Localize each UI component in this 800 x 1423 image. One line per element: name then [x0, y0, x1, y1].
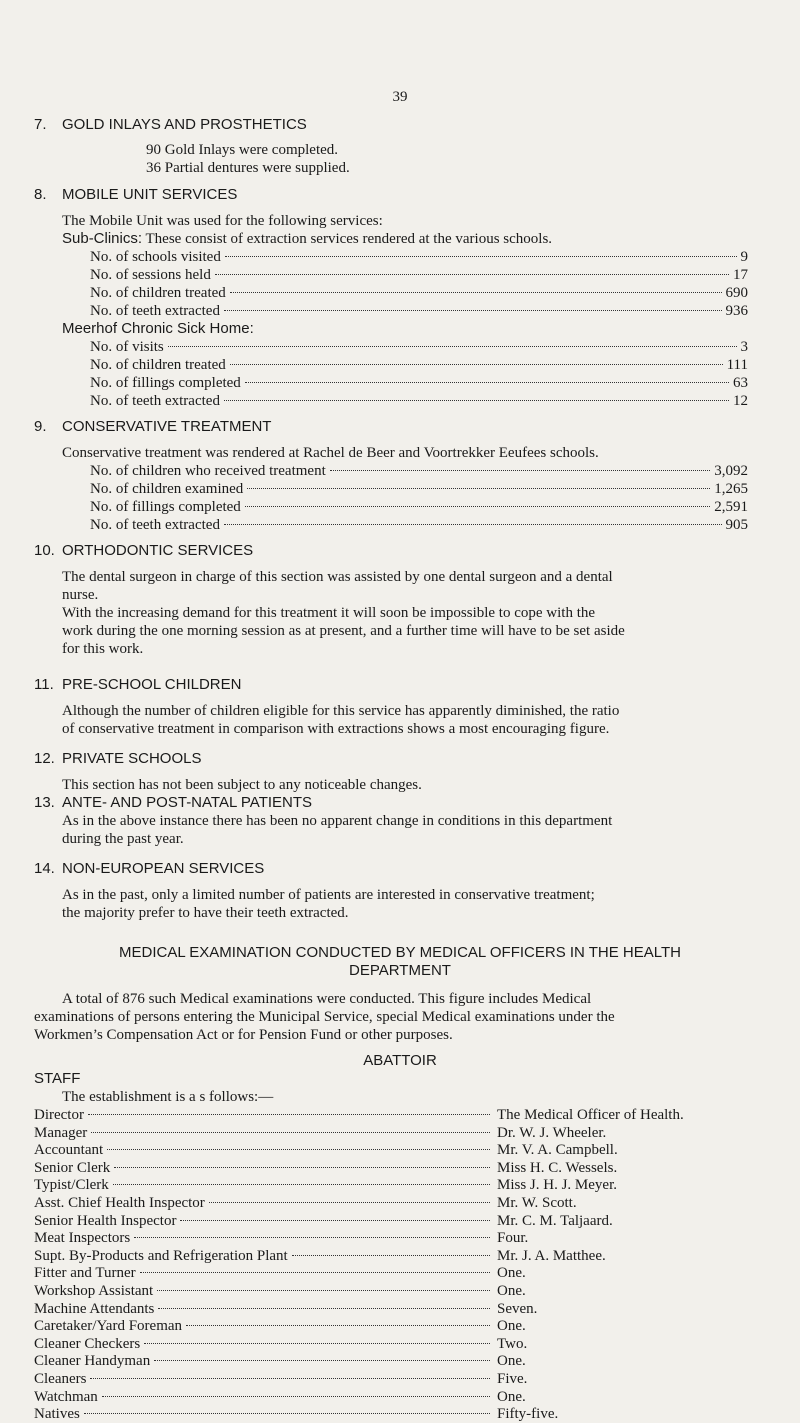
staff-position: Senior Clerk [34, 1159, 111, 1176]
staff-position: Supt. By-Products and Refrigeration Plant [34, 1247, 288, 1264]
staff-position: Director [34, 1107, 84, 1123]
dot-leader [245, 382, 729, 383]
conservative-stat-row [90, 516, 748, 534]
section-9-heading [34, 418, 271, 436]
dot-leader [180, 1220, 490, 1221]
conservative-stat-row-label: No. of children who received treatment [90, 463, 326, 479]
staff-holder: One. [497, 1283, 526, 1299]
staff-intro: The establishment is a s follows:— [62, 1089, 274, 1105]
meerhof-stat-row-label: No. of fillings completed [90, 375, 241, 391]
dot-leader [330, 470, 711, 471]
section-title: MOBILE UNIT SERVICES [62, 186, 238, 203]
dot-leader [292, 1255, 490, 1256]
meerhof-stat-row-value: 12 [733, 393, 748, 409]
dot-leader [224, 400, 729, 401]
staff-row [34, 1194, 494, 1212]
section-title: ORTHODONTIC SERVICES [62, 542, 254, 559]
section-number: 11. [34, 676, 54, 693]
dot-leader [230, 292, 722, 293]
staff-holder: Seven. [497, 1300, 538, 1317]
subclinic-stat-row-label: No. of children treated [90, 285, 226, 301]
staff-row [34, 1282, 494, 1300]
antenatal-p1b: during the past year. [62, 831, 184, 847]
section-title: ANTE- AND POST-NATAL PATIENTS [62, 794, 313, 811]
section-7-heading [34, 116, 307, 134]
dot-leader [107, 1149, 490, 1150]
dot-leader [215, 274, 729, 275]
staff-holder: Fifty-five. [497, 1406, 559, 1423]
staff-row [34, 1352, 494, 1370]
staff-holder: Miss H. C. Wessels. [497, 1159, 618, 1176]
section-number: 14. [34, 860, 55, 877]
section-number: 7. [34, 116, 47, 133]
staff-holder: Two. [497, 1335, 528, 1352]
subclinic-stat-row-label: No. of schools visited [90, 249, 221, 265]
dot-leader [224, 524, 722, 525]
noneuropean-p1a: As in the past, only a limited number of patients are interested in conservative treatment; [62, 887, 595, 903]
abattoir-heading: ABATTOIR [363, 1052, 437, 1069]
dot-leader [209, 1202, 490, 1203]
staff-row [34, 1106, 494, 1124]
section-number: 13. [34, 794, 55, 811]
dot-leader [144, 1343, 490, 1344]
meerhof-stat-row [90, 338, 748, 356]
staff-position: Watchman [34, 1388, 98, 1405]
section-title: CONSERVATIVE TREATMENT [62, 418, 272, 435]
staff-row [34, 1229, 494, 1247]
dot-leader [225, 256, 737, 257]
meerhof-stat-row [90, 392, 748, 410]
subclinic-stat-row-value: 17 [733, 267, 748, 283]
section-8-heading [34, 186, 237, 204]
staff-position: Manager [34, 1124, 88, 1141]
meerhof-stat-row-label: No. of visits [90, 339, 164, 355]
dot-leader [84, 1413, 490, 1414]
dot-leader [140, 1272, 490, 1273]
orthodontic-p2c: for this work. [62, 641, 144, 657]
subclinic-stat-row-value: 936 [725, 303, 748, 319]
staff-position: Machine Attendants [34, 1300, 155, 1317]
staff-row [34, 1141, 494, 1159]
staff-row [34, 1388, 494, 1406]
section-10-heading [34, 542, 253, 560]
conservative-stat-row-label: No. of teeth extracted [90, 517, 220, 533]
conservative-stat-row-value: 2,591 [714, 499, 748, 515]
section-11-heading [34, 676, 241, 694]
medical-p1c: Workmen’s Compensation Act or for Pension Fund or other purposes. [34, 1027, 453, 1043]
orthodontic-p2b: work during the one morning session as at present, and a further time will have to be set aside [62, 623, 625, 639]
subclinic-stat-row-label: No. of sessions held [90, 267, 211, 283]
staff-row [34, 1335, 494, 1353]
staff-position: Natives [34, 1406, 80, 1423]
private-schools-p1: This section has not been subject to any noticeable changes. [62, 777, 422, 793]
subclinic-stat-row-value: 9 [740, 249, 748, 265]
staff-holder: Four. [497, 1230, 529, 1247]
meerhof-stat-row-label: No. of teeth extracted [90, 393, 220, 409]
subclinic-stat-row [90, 248, 748, 266]
staff-position: Cleaner Handyman [34, 1353, 151, 1370]
conservative-stat-row-value: 1,265 [714, 481, 748, 497]
gold-inlays-line: 90 Gold Inlays were completed. [146, 142, 339, 158]
conservative-stat-row-label: No. of fillings completed [90, 499, 241, 515]
medical-heading-line2: DEPARTMENT [349, 962, 451, 979]
section-number: 9. [34, 418, 47, 435]
staff-holder: Mr. W. Scott. [497, 1195, 577, 1211]
page-number: 39 [392, 89, 408, 105]
meerhof-stat-row-label: No. of children treated [90, 357, 226, 373]
staff-position: Accountant [34, 1142, 104, 1159]
subclinics-text: These consist of extraction services rendered at the various schools. [142, 231, 553, 247]
meerhof-stat-row [90, 356, 748, 374]
conservative-stat-row-value: 905 [725, 517, 748, 533]
staff-row [34, 1159, 494, 1177]
dot-leader [102, 1396, 490, 1397]
section-14-heading [34, 860, 264, 878]
dot-leader [157, 1290, 490, 1291]
dot-leader [158, 1308, 490, 1309]
staff-position: Cleaner Checkers [34, 1335, 141, 1352]
staff-holder: Dr. W. J. Wheeler. [497, 1124, 607, 1141]
subclinic-stat-row [90, 284, 748, 302]
staff-position: Workshop Assistant [34, 1283, 154, 1299]
dot-leader [168, 346, 737, 347]
dot-leader [134, 1237, 490, 1238]
staff-row [34, 1317, 494, 1335]
staff-holder: The Medical Officer of Health. [497, 1107, 684, 1123]
medical-heading-line1: MEDICAL EXAMINATION CONDUCTED BY MEDICAL OFFICERS IN THE HEALTH [118, 944, 682, 961]
staff-row [34, 1370, 494, 1388]
meerhof-stat-row-value: 63 [733, 375, 748, 391]
section-13-heading [34, 794, 312, 812]
staff-holder: Five. [497, 1371, 528, 1387]
staff-row [34, 1300, 494, 1318]
meerhof-stat-row-value: 111 [726, 357, 748, 373]
staff-position: Typist/Clerk [34, 1177, 109, 1194]
dot-leader [91, 1132, 490, 1133]
staff-position: Caretaker/Yard Foreman [34, 1318, 183, 1335]
staff-position: Asst. Chief Health Inspector [34, 1195, 205, 1211]
conservative-stat-row [90, 462, 748, 480]
staff-holder: Mr. J. A. Matthee. [497, 1247, 606, 1264]
staff-holder: One. [497, 1265, 526, 1282]
staff-heading: STAFF [34, 1070, 81, 1087]
dot-leader [224, 310, 722, 311]
staff-holder: One. [497, 1318, 526, 1335]
section-title: NON-EUROPEAN SERVICES [62, 860, 265, 877]
staff-position: Fitter and Turner [34, 1265, 136, 1282]
dot-leader [154, 1360, 490, 1361]
noneuropean-p1b: the majority prefer to have their teeth extracted. [62, 905, 349, 921]
dot-leader [230, 364, 723, 365]
staff-holder: One. [497, 1388, 526, 1405]
staff-row [34, 1212, 494, 1230]
conservative-stat-row [90, 480, 748, 498]
staff-position: Senior Health Inspector [34, 1212, 177, 1229]
meerhof-stat-row [90, 374, 748, 392]
staff-row [34, 1176, 494, 1194]
staff-holder: Mr. C. M. Taljaard. [497, 1212, 613, 1229]
staff-position: Meat Inspectors [34, 1230, 131, 1247]
subclinic-stat-row [90, 302, 748, 320]
staff-holder: Mr. V. A. Campbell. [497, 1142, 618, 1159]
dot-leader [114, 1167, 490, 1168]
staff-row [34, 1247, 494, 1265]
orthodontic-p2a: With the increasing demand for this treatment it will soon be impossible to cope with the [62, 605, 596, 621]
conservative-stat-row-value: 3,092 [714, 463, 748, 479]
antenatal-p1a: As in the above instance there has been no apparent change in conditions in this department [62, 813, 613, 829]
medical-p1b: examinations of persons entering the Municipal Service, special Medical examinations under the [34, 1009, 615, 1025]
section-title: PRIVATE SCHOOLS [62, 750, 202, 767]
dot-leader [113, 1184, 490, 1185]
dot-leader [88, 1114, 490, 1115]
orthodontic-p1b: nurse. [62, 587, 99, 603]
conservative-stat-row [90, 498, 748, 516]
partial-dentures-line: 36 Partial dentures were supplied. [146, 160, 350, 176]
section-number: 10. [34, 542, 55, 559]
conservative-stat-row-label: No. of children examined [90, 481, 244, 497]
staff-holder: One. [497, 1353, 526, 1370]
subclinics-label: Sub-Clinics: [62, 230, 143, 247]
section-title: GOLD INLAYS AND PROSTHETICS [62, 116, 307, 133]
section-number: 12. [34, 750, 55, 767]
dot-leader [245, 506, 710, 507]
subclinic-stat-row [90, 266, 748, 284]
dot-leader [90, 1378, 490, 1379]
mobile-unit-intro: The Mobile Unit was used for the following services: [62, 213, 383, 229]
section-title: PRE-SCHOOL CHILDREN [62, 676, 242, 693]
dot-leader [186, 1325, 490, 1326]
meerhof-label: Meerhof Chronic Sick Home: [62, 320, 254, 337]
preschool-p1b: of conservative treatment in comparison with extractions shows a most encouraging figure. [62, 721, 610, 737]
section-number: 8. [34, 186, 47, 203]
staff-holder: Miss J. H. J. Meyer. [497, 1177, 618, 1194]
staff-position: Cleaners [34, 1371, 87, 1387]
orthodontic-p1a: The dental surgeon in charge of this section was assisted by one dental surgeon and a dental [62, 569, 613, 585]
staff-row [34, 1264, 494, 1282]
meerhof-stat-row-value: 3 [740, 339, 748, 355]
medical-p1a: A total of 876 such Medical examinations were conducted. This figure includes Medical [62, 991, 592, 1007]
dot-leader [247, 488, 710, 489]
staff-row [34, 1405, 494, 1423]
section-12-heading [34, 750, 201, 768]
staff-row [34, 1124, 494, 1142]
conservative-intro: Conservative treatment was rendered at Rachel de Beer and Voortrekker Eeufees schools. [62, 445, 599, 461]
subclinic-stat-row-label: No. of teeth extracted [90, 303, 220, 319]
preschool-p1a: Although the number of children eligible for this service has apparently diminished, the ratio [62, 703, 620, 719]
subclinics-line [62, 230, 552, 248]
subclinic-stat-row-value: 690 [725, 285, 748, 301]
